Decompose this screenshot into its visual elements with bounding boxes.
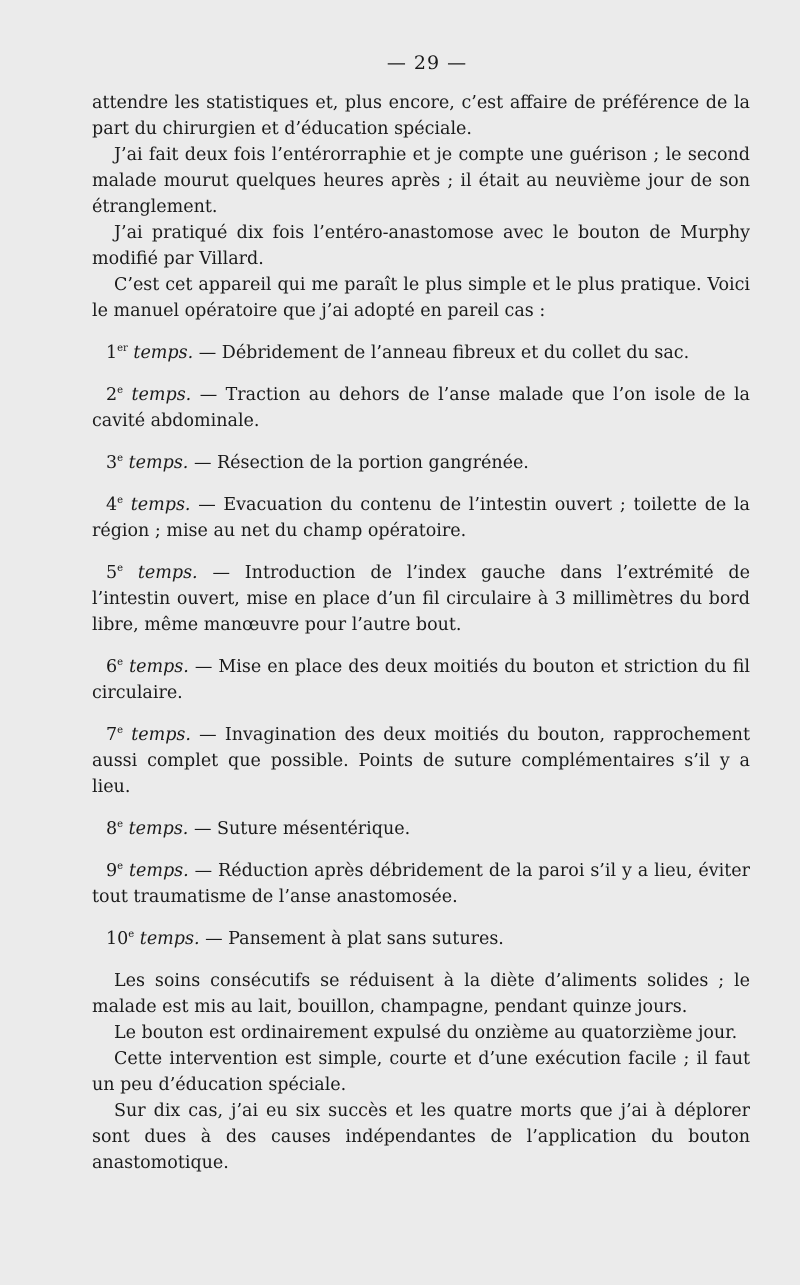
- step-9: [92, 858, 750, 910]
- step-text: — Introduction de l’index gauche dans l’extrémité de l’intestin ouvert, mise en place d’un fil circulaire à 3 millimètres du bord libre, même manœuvre pour l’autre bout.: [92, 563, 750, 635]
- step-ordinal: e: [117, 861, 124, 873]
- step-2: [92, 382, 750, 434]
- step-ordinal: er: [117, 343, 128, 355]
- step-text: — Pansement à plat sans sutures.: [199, 929, 504, 949]
- step-5: [92, 560, 750, 638]
- paragraph: Les soins consécutifs se réduisent à la diète d’aliments solides ; le malade est mis au lait, bouillon, champagne, pendant quinze jours.: [92, 971, 750, 1017]
- step-ordinal: e: [117, 453, 124, 465]
- step-number: 5: [106, 563, 118, 583]
- step-10: [92, 926, 750, 952]
- step-ordinal: e: [117, 563, 124, 575]
- step-text: — Evacuation du contenu de l’intestin ouvert ; toilette de la région ; mise au net du champ opératoire.: [92, 495, 750, 541]
- step-7: [92, 722, 750, 800]
- step-label: temps.: [137, 563, 198, 583]
- step-label: temps.: [131, 385, 192, 405]
- step-3: [92, 450, 750, 476]
- step-text: — Mise en place des deux moitiés du bouton et striction du fil circulaire.: [92, 657, 750, 703]
- step-label: temps.: [131, 725, 191, 745]
- step-ordinal: e: [117, 495, 124, 507]
- step-label: temps.: [128, 819, 189, 839]
- step-ordinal: e: [117, 385, 124, 397]
- step-text: — Suture mésentérique.: [188, 819, 411, 839]
- paragraph: C’est cet appareil qui me paraît le plus simple et le plus pratique. Voici le manuel opératoire que j’ai adopté en pareil cas :: [92, 275, 750, 321]
- step-number: 10: [106, 929, 129, 949]
- step-ordinal: e: [117, 725, 124, 737]
- step-number: 9: [106, 861, 118, 881]
- step-label: temps.: [133, 343, 194, 363]
- step-label: temps.: [129, 657, 189, 677]
- step-ordinal: e: [128, 929, 135, 941]
- step-1: [92, 340, 750, 366]
- step-6: [92, 654, 750, 706]
- step-4: [92, 492, 750, 544]
- step-number: 1: [106, 343, 118, 363]
- step-ordinal: e: [117, 657, 124, 669]
- step-8: [92, 816, 750, 842]
- step-number: 7: [106, 725, 118, 745]
- step-text: — Traction au dehors de l’anse malade que l’on isole de la cavité abdominale.: [92, 385, 750, 431]
- step-label: temps.: [130, 495, 191, 515]
- paragraph: J’ai fait deux fois l’entérorraphie et je compte une guérison ; le second malade mourut quelques heures après ; il était au neuvième jour de son étranglement.: [92, 145, 750, 217]
- step-text: — Débridement de l’anneau fibreux et du collet du sac.: [193, 343, 690, 363]
- step-label: temps.: [128, 453, 189, 473]
- step-number: 2: [106, 385, 118, 405]
- page-number: — 29 —: [386, 52, 468, 74]
- paragraph: attendre les statistiques et, plus encore, c’est affaire de préférence de la part du chirurgien et d’éducation spéciale.: [92, 93, 750, 139]
- paragraph: Sur dix cas, j’ai eu six succès et les quatre morts que j’ai à déplorer sont dues à des causes indépendantes de l’application du bouton anastomotique.: [92, 1101, 750, 1173]
- operative-steps: [92, 340, 750, 952]
- step-ordinal: e: [117, 819, 124, 831]
- paragraph: J’ai pratiqué dix fois l’entéro-anastomose avec le bouton de Murphy modifié par Villard.: [92, 223, 750, 269]
- step-label: temps.: [128, 861, 189, 881]
- closing-section: [92, 968, 750, 1176]
- paragraph: Cette intervention est simple, courte et d’une exécution facile ; il faut un peu d’éducation spéciale.: [92, 1049, 750, 1095]
- step-number: 6: [106, 657, 118, 677]
- step-label: temps.: [139, 929, 200, 949]
- step-number: 8: [106, 819, 118, 839]
- step-number: 3: [106, 453, 118, 473]
- paragraph: Le bouton est ordinairement expulsé du onzième au quatorzième jour.: [114, 1023, 738, 1043]
- step-text: — Résection de la portion gangrénée.: [188, 453, 529, 473]
- step-text: — Invagination des deux moitiés du bouton, rapprochement aussi complet que possible. Points de suture complémentaires s’il y a lieu.: [92, 725, 750, 797]
- step-text: — Réduction après débridement de la paroi s’il y a lieu, éviter tout traumatisme de l’anse anastomosée.: [92, 861, 750, 907]
- step-number: 4: [106, 495, 118, 515]
- intro-section: [92, 90, 750, 324]
